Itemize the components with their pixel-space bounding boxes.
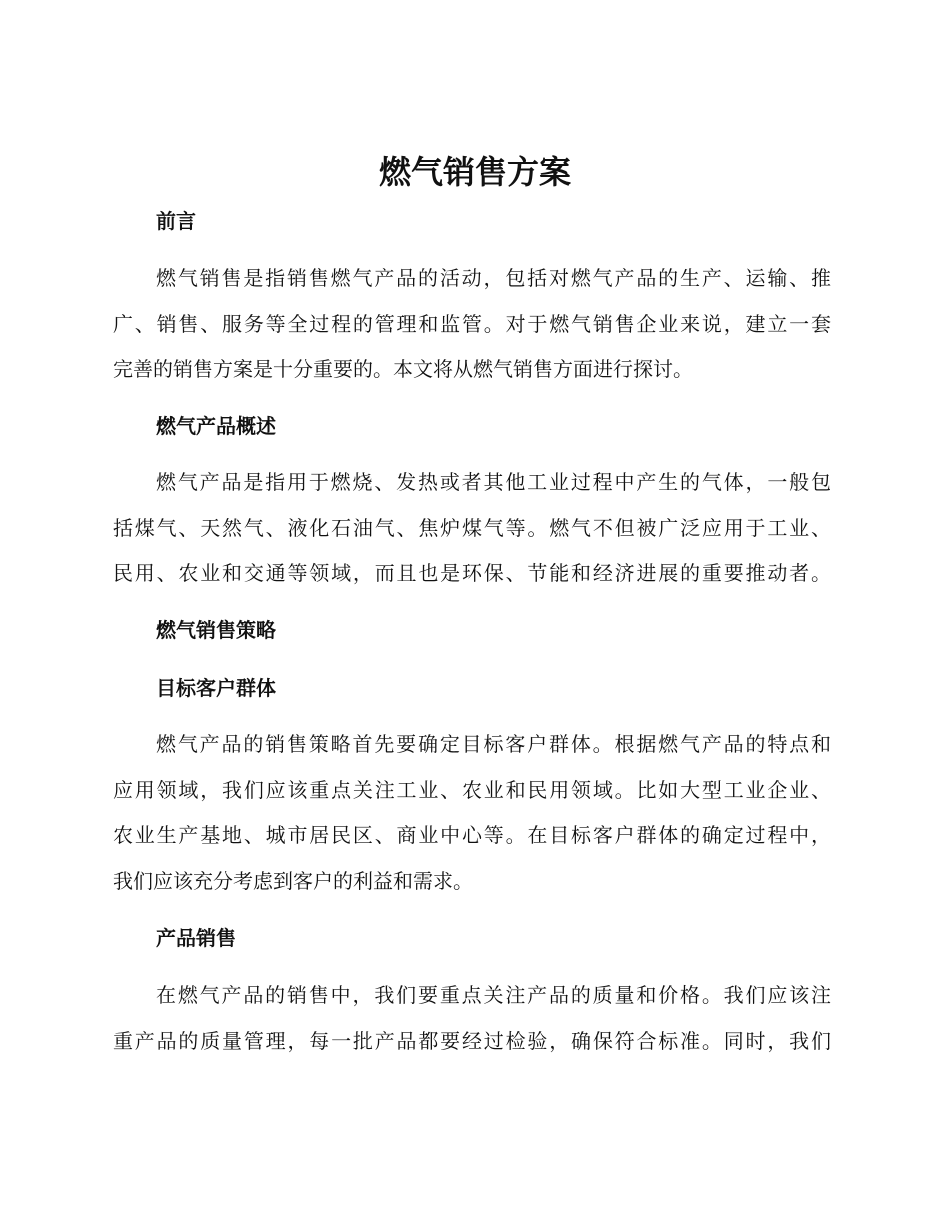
paragraph-line: 重产品的质量管理，每一批产品都要经过检验，确保符合标准。同时，我们 xyxy=(113,1028,831,1053)
section-heading-strategy: 燃气销售策略 xyxy=(156,618,276,642)
paragraph-line: 民用、农业和交通等领域，而且也是环保、节能和经济进展的重要推动者。 xyxy=(113,561,831,585)
paragraph-line: 完善的销售方案是十分重要的。本文将从燃气销售方面进行探讨。 xyxy=(113,357,693,381)
paragraph-line: 燃气产品的销售策略首先要确定目标客户群体。根据燃气产品的特点和 xyxy=(156,732,831,756)
paragraph-preface xyxy=(113,256,831,393)
paragraph-product-sales xyxy=(113,973,831,1064)
section-heading-product-sales: 产品销售 xyxy=(156,926,236,950)
paragraph-line: 广、销售、服务等全过程的管理和监管。对于燃气销售企业来说，建立一套 xyxy=(113,311,831,336)
paragraph-overview xyxy=(113,460,831,597)
paragraph-line: 我们应该充分考虑到客户的利益和需求。 xyxy=(113,868,473,893)
paragraph-line: 燃气产品是指用于燃烧、发热或者其他工业过程中产生的气体，一般包 xyxy=(156,470,831,494)
paragraph-line: 括煤气、天然气、液化石油气、焦炉煤气等。燃气不但被广泛应用于工业、 xyxy=(113,515,831,540)
document-title: 燃气销售方案 xyxy=(378,153,571,191)
paragraph-target-customers xyxy=(113,722,831,904)
paragraph-line: 农业生产基地、城市居民区、商业中心等。在目标客户群体的确定过程中， xyxy=(113,823,831,847)
paragraph-line: 在燃气产品的销售中，我们要重点关注产品的质量和价格。我们应该注 xyxy=(156,983,831,1007)
section-heading-target-customers: 目标客户群体 xyxy=(156,676,276,700)
section-heading-preface: 前言 xyxy=(156,209,196,233)
paragraph-line: 燃气销售是指销售燃气产品的活动，包括对燃气产品的生产、运输、推 xyxy=(156,266,831,290)
section-heading-overview: 燃气产品概述 xyxy=(156,414,276,438)
paragraph-line: 应用领域，我们应该重点关注工业、农业和民用领域。比如大型工业企业、 xyxy=(113,777,831,802)
